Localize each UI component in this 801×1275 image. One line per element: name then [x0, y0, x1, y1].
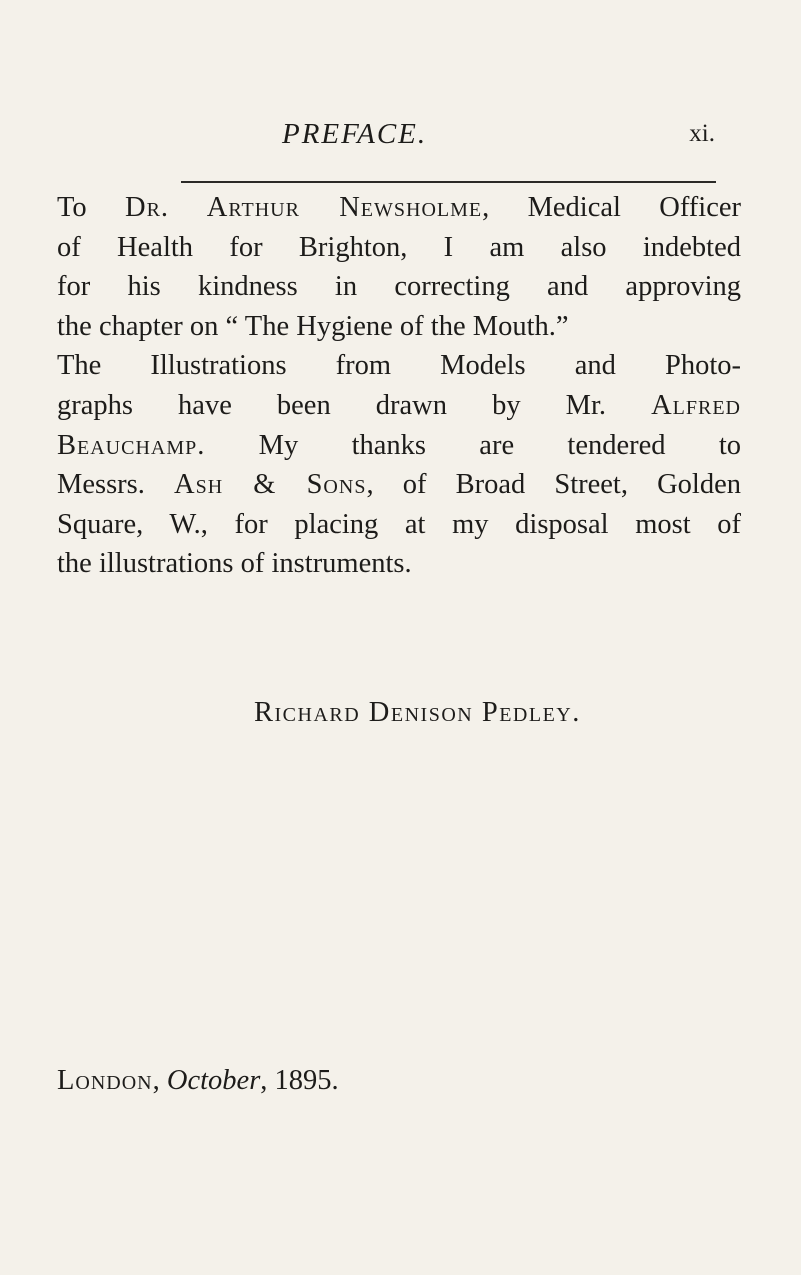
text-line: for his kindness in correcting and approving — [57, 271, 741, 303]
person-name: Beauchamp. — [57, 429, 206, 461]
running-title: PREFACE. — [282, 118, 428, 150]
text-line: To Dr. Arthur Newsholme, Medical Officer — [57, 192, 742, 223]
text-line: the illustrations of instruments. — [57, 548, 412, 580]
header-rule — [181, 181, 716, 183]
dateline-month: October — [166, 1065, 261, 1096]
text-line: Messrs. Ash & Sons, of Broad Street, Golden — [57, 469, 741, 501]
text-line: Beauchamp. My thanks are tendered to — [57, 429, 741, 461]
person-name: Dr. Arthur Newsholme — [124, 192, 483, 223]
person-name: Alfred — [651, 389, 741, 421]
preface-paragraphs — [57, 188, 741, 584]
page-number: xi. — [689, 120, 715, 147]
text-line: Square, W., for placing at my disposal most of — [57, 508, 741, 540]
text-line: the chapter on “ The Hygiene of the Mouth.” — [57, 310, 569, 342]
dateline-place: London — [57, 1065, 153, 1096]
running-head — [180, 118, 740, 158]
author-signature: Richard Denison Pedley. — [254, 697, 581, 728]
dateline: London, October, 1895. — [57, 1065, 339, 1096]
text-line: The Illustrations from Models and Photo- — [57, 350, 741, 382]
text-line: of Health for Brighton, I am also indebted — [57, 231, 741, 263]
company-name: Ash & Sons — [174, 469, 367, 501]
dateline-year: 1895. — [274, 1065, 339, 1096]
text-line: graphs have been drawn by Mr. Alfred — [57, 389, 741, 421]
